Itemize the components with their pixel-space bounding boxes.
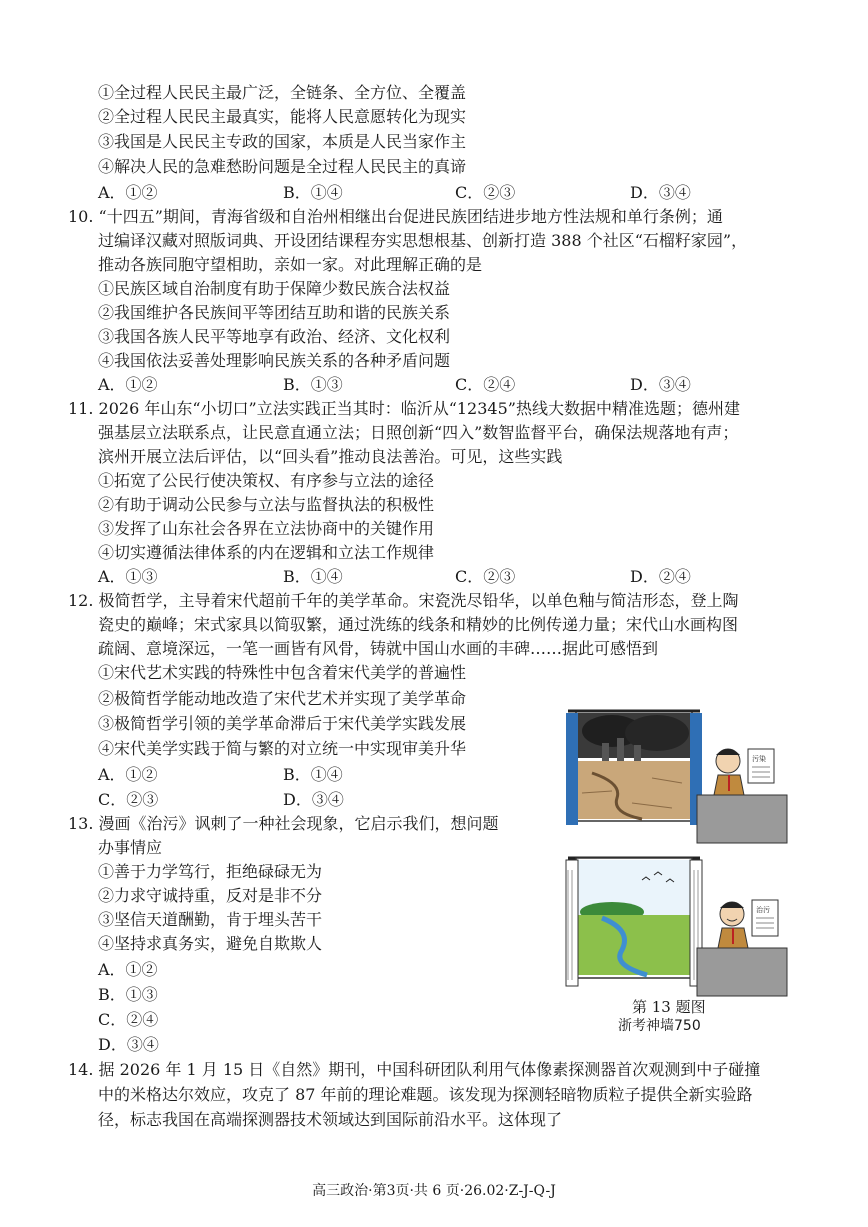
q12-option-d: D．③④ [283,790,344,809]
q10-option-b: B．①③ [283,375,343,394]
q13-option-a: A．①② [98,960,158,979]
q13-stem: 13. 漫画《治污》讽刺了一种社会现象，它启示我们，想问题 [68,814,499,833]
q12-option-b: B．①④ [283,765,343,784]
q10-stem: 推动各族同胞守望相助，亲如一家。对此理解正确的是 [98,255,483,274]
treated-sign-text: 治污 [756,906,770,914]
q10-option-c: C．②④ [455,375,516,394]
q11-item: ④切实遵循法律体系的内在逻辑和立法工作规律 [98,543,435,562]
q12-item: ②极简哲学能动地改造了宋代艺术并实现了美学革命 [98,689,467,708]
q12-option-c: C．②③ [98,790,159,809]
q14-stem: 14. 据 2026 年 1 月 15 日《自然》期刊，中国科研团队利用气体像素探测器首次观测到中子碰撞 [68,1060,761,1079]
q13-option-d: D．③④ [98,1035,159,1054]
q12-stem: 12. 极简哲学，主导着宋代超前千年的美学革命。宋瓷洗尽铅华，以单色釉与简洁形态，登上陶 [68,591,739,610]
cartoon-panel-treated [562,850,802,998]
q9-item: ①全过程人民民主最广泛，全链条、全方位、全覆盖 [98,83,467,102]
q11-stem: 滨州开展立法后评估，以“回头看”推动良法善治。可见，这些实践 [98,447,563,466]
q10-item: ③我国各族人民平等地享有政治、经济、文化权利 [98,327,451,346]
q13-item: ③坚信天道酬勤，肯于埋头苦干 [98,910,323,929]
q9-item: ④解决人民的急难愁盼问题是全过程人民民主的真谛 [98,157,467,176]
q10-stem: 10. “十四五”期间，青海省级和自治州相继出台促进民族团结进步地方性法规和单行条例；通 [68,207,723,226]
q12-stem: 疏阔、意境深远，一笔一画皆有风骨，铸就中国山水画的丰碑……据此可感悟到 [98,639,659,658]
figure-caption: 第 13 题图 [632,998,706,1016]
q11-stem: 强基层立法联系点，让民意直通立法；日照创新“四入”数智监督平台，确保法规落地有声； [98,423,739,442]
q10-stem: 过编译汉藏对照版词典、开设团结课程夯实思想根基、创新打造 388 个社区“石榴籽家园”， [98,231,748,250]
q10-option-a: A．①② [98,375,158,394]
q11-item: ②有助于调动公民参与立法与监督执法的积极性 [98,495,435,514]
q11-item: ③发挥了山东社会各界在立法协商中的关键作用 [98,519,435,538]
q10-item: ④我国依法妥善处理影响民族关系的各种矛盾问题 [98,351,451,370]
q13-option-b: B．①③ [98,985,158,1004]
q9-option-a: A．①② [98,183,158,202]
q9-item: ②全过程人民民主最真实，能将人民意愿转化为现实 [98,107,467,126]
q14-stem: 径，标志我国在高端探测器技术领域达到国际前沿水平。这体现了 [98,1110,563,1129]
q13-option-c: C．②④ [98,1010,159,1029]
q13-stem: 办事情应 [98,838,163,857]
q9-option-d: D．③④ [630,183,691,202]
cartoon-panel-pollution [562,703,802,845]
q11-option-a: A．①③ [98,567,158,586]
watermark-text: 浙考神墙750 [618,1018,701,1034]
q12-item: ①宋代艺术实践的特殊性中包含着宋代美学的普遍性 [98,663,467,682]
q10-item: ②我国维护各民族间平等团结互助和谐的民族关系 [98,303,451,322]
q12-stem: 瓷史的巅峰；宋式家具以简驭繁，通过洗练的线条和精妙的比例传递力量；宋代山水画构图 [98,615,739,634]
q11-option-d: D．②④ [630,567,691,586]
q14-stem: 中的米格达尔效应，攻克了 87 年前的理论难题。该发现为探测轻暗物质粒子提供全新实验路 [98,1085,753,1104]
q12-option-a: A．①② [98,765,158,784]
page-footer: 高三政治·第3页·共 6 页·26.02·Z-J-Q-J [312,1183,556,1199]
q11-stem: 11. 2026 年山东“小切口”立法实践正当其时：临沂从“12345”热线大数据中精准选题；德州建 [68,399,740,418]
q11-option-c: C．②③ [455,567,516,586]
q9-item: ③我国是人民民主专政的国家，本质是人民当家作主 [98,132,467,151]
q11-option-b: B．①④ [283,567,343,586]
q12-item: ③极简哲学引领的美学革命滞后于宋代美学实践发展 [98,714,467,733]
q11-item: ①拓宽了公民行使决策权、有序参与立法的途径 [98,471,435,490]
q13-item: ④坚持求真务实，避免自欺欺人 [98,934,323,953]
q10-item: ①民族区域自治制度有助于保障少数民族合法权益 [98,279,451,298]
q13-item: ①善于力学笃行，拒绝碌碌无为 [98,862,323,881]
q10-option-d: D．③④ [630,375,691,394]
q9-option-b: B．①④ [283,183,343,202]
q13-item: ②力求守诚持重，反对是非不分 [98,886,323,905]
pollution-sign-text: 污染 [752,755,766,763]
q12-item: ④宋代美学实践于简与繁的对立统一中实现审美升华 [98,739,467,758]
q9-option-c: C．②③ [455,183,516,202]
